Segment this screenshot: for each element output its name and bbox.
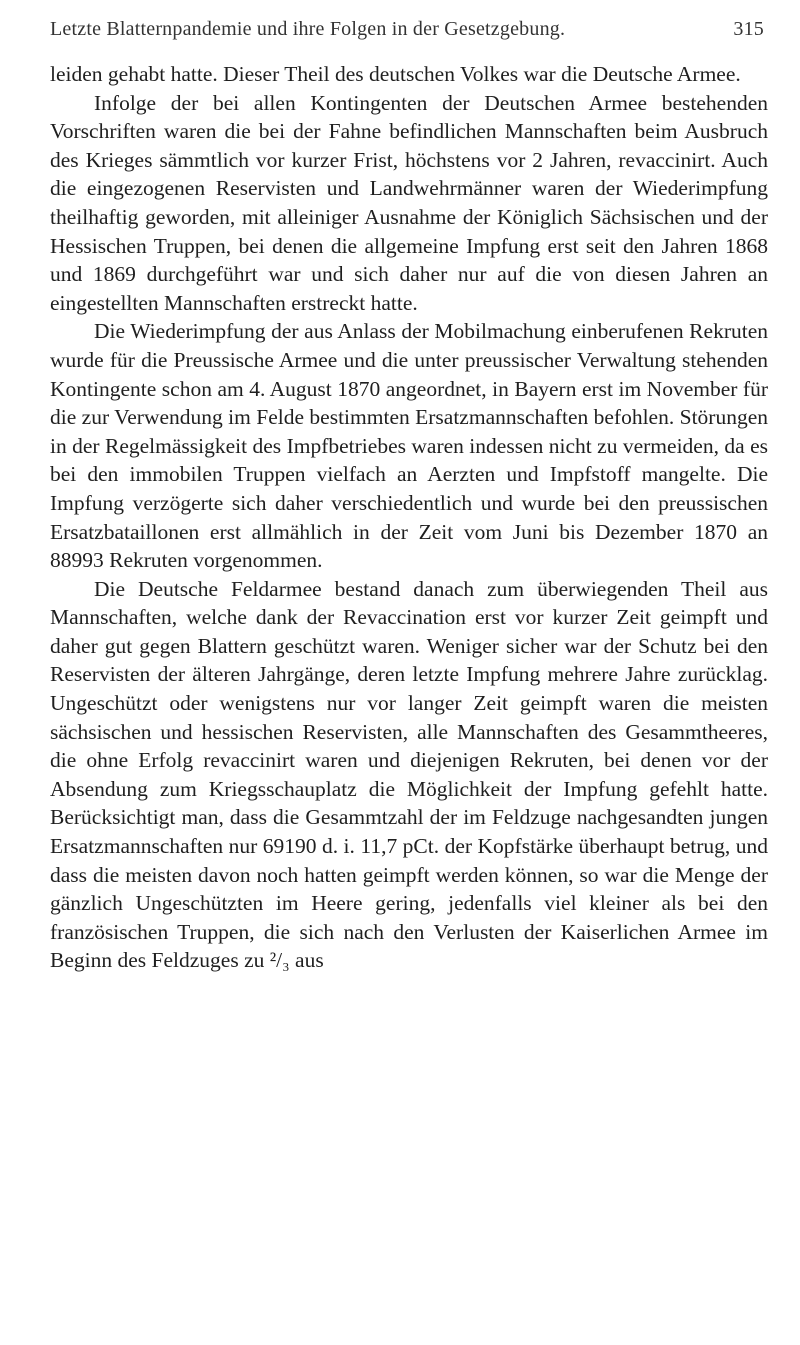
running-head-title: Letzte Blatternpandemie und ihre Folgen in der Gesetzgebung. [50, 18, 566, 40]
running-head [50, 18, 768, 46]
paragraph-feldarmee: Die Deutsche Feldarmee bestand danach zum überwiegenden Theil aus Mannschaften, welche dank der Revaccination erst vor kurzer Zeit geimpft und daher gut gegen Blattern geschützt waren. Weniger sicher war der Schutz bei den Reservisten der älteren Jahrgänge, deren letzte Impfung mehrere Jahre zurücklag. Ungeschützt oder wenigstens nur vor langer Zeit geimpft waren die meisten sächsischen und hessischen Reservisten, alle Mannschaften des Gesammtheeres, die ohne Erfolg revaccinirt waren und diejenigen Rekruten, bei denen vor der Absendung zum Kriegsschauplatz die Möglichkeit der Impfung gefehlt hatte. Berücksichtigt man, dass die Gesammtzahl der im Feldzuge nachgesandten jungen Ersatzmannschaften nur 69190 d. i. 11,7 pCt. der Kopfstärke überhaupt betrug, und dass die meisten davon noch hatten geimpft werden können, so war die Menge der gänzlich Ungeschützten im Heere gering, jedenfalls viel kleiner als bei den französischen Truppen, die sich nach den Verlusten der Kaiserlichen Armee im Beginn des Feldzuges zu ²/₃ aus [50, 576, 768, 973]
body-text [50, 60, 768, 975]
page-number: 315 [733, 18, 764, 40]
paragraph-wiederimpfung: Die Wiederimpfung der aus Anlass der Mobilmachung einberufenen Rekruten wurde für die Preussische Armee und die unter preussischer Verwaltung stehenden Kontingente schon am 4. August 1870 angeordnet, in Bayern erst im November für die zur Verwendung im Felde bestimmten Ersatzmannschaften befohlen. Störungen in der Regelmässigkeit des Impfbetriebes waren indessen nicht zu vermeiden, da es bei den immobilen Truppen vielfach an Aerzten und Impfstoff mangelte. Die Impfung verzögerte sich daher verschiedentlich und wurde bei den preussischen Ersatzbataillonen erst allmählich in der Zeit vom Juni bis Dezember 1870 an 88993 Rekruten vorgenommen. [50, 319, 768, 573]
paragraph-continuation: leiden gehabt hatte. Dieser Theil des deutschen Volkes war die Deutsche Armee. [50, 62, 741, 86]
paragraph-vorschriften: Infolge der bei allen Kontingenten der Deutschen Armee bestehenden Vorschriften waren die bei der Fahne befindlichen Mannschaften beim Ausbruch des Krieges sämmtlich vor kurzer Frist, höchstens vor 2 Jahren, revaccinirt. Auch die eingezogenen Reservisten und Landwehrmänner waren der Wiederimpfung theilhaftig geworden, mit alleiniger Ausnahme der Königlich Sächsischen und der Hessischen Truppen, bei denen die allgemeine Impfung erst seit den Jahren 1868 und 1869 durchgeführt war und sich daher nur auf die von diesen Jahren an eingestellten Mannschaften erstreckt hatte. [50, 90, 768, 315]
